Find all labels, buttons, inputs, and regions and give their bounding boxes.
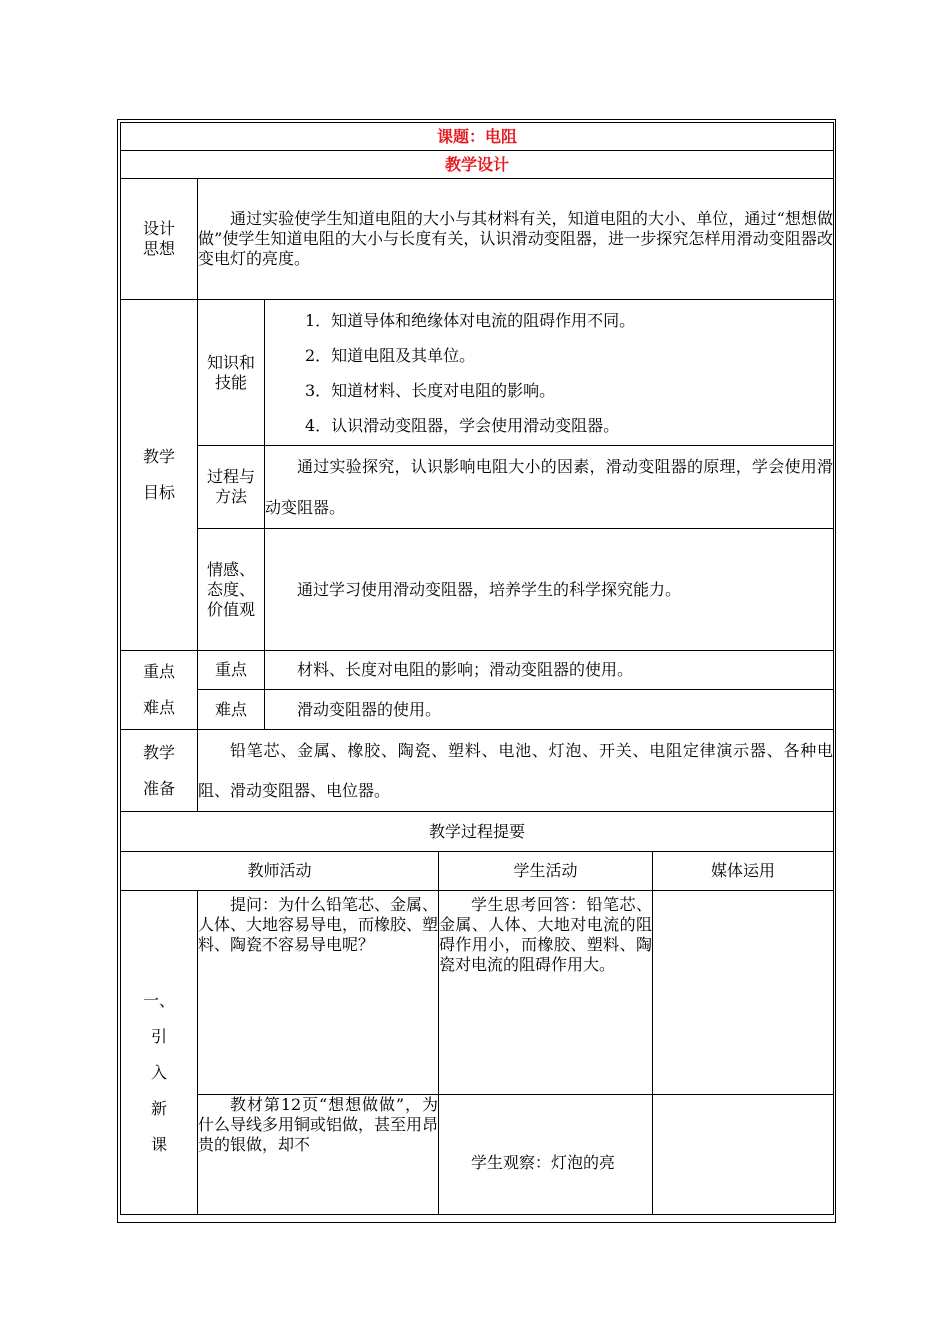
list-item: 1．知道导体和绝缘体对电流的阻碍作用不同。 <box>305 310 636 330</box>
teacher-activity-textbook: 教材第12页“想想做做”，为什么导线多用铜或铝做，甚至用昂贵的银做，却不 <box>198 1095 439 1215</box>
difficulty-text: 滑动变阻器的使用。 <box>265 690 834 730</box>
process-outline-heading: 教学过程提要 <box>121 812 834 852</box>
difficulty-label: 难点 <box>198 690 265 730</box>
design-idea-label: 设计 思想 <box>121 179 198 300</box>
process-method-text: 通过实验探究，认识影响电阻大小的因素，滑动变阻器的原理，学会使用滑动变阻器。 <box>265 446 834 529</box>
page-subtitle: 教学设计 <box>121 151 834 179</box>
teacher-activity-header: 教师活动 <box>121 852 439 891</box>
page-title: 课题：电阻 <box>121 123 834 151</box>
preparation-label: 教学 准备 <box>121 730 198 812</box>
knowledge-skills-list <box>265 300 834 446</box>
focus-text: 材料、长度对电阻的影响；滑动变阻器的使用。 <box>265 651 834 690</box>
key-difficult-label: 重点 难点 <box>121 651 198 730</box>
lesson-plan-table <box>120 122 834 1215</box>
section-intro-label: 一、 引 入 新 课 <box>121 891 198 1215</box>
design-idea-text: 通过实验使学生知道电阻的大小与其材料有关，知道电阻的大小、单位，通过“想想做做”使学生知道电阻的大小与长度有关，认识滑动变阻器，进一步探究怎样用滑动变阻器改变电灯的亮度。 <box>198 179 834 300</box>
list-item: 2．知道电阻及其单位。 <box>305 345 476 365</box>
emotion-attitude-label: 情感、 态度、 价值观 <box>198 529 265 651</box>
media-cell <box>653 891 834 1095</box>
media-usage-header: 媒体运用 <box>653 852 834 891</box>
process-method-label: 过程与 方法 <box>198 446 265 529</box>
preparation-text: 铅笔芯、金属、橡胶、陶瓷、塑料、电池、灯泡、开关、电阻定律演示器、各种电阻、滑动变阻器、电位器。 <box>198 730 834 812</box>
teaching-goals-label: 教学 目标 <box>121 300 198 651</box>
emotion-attitude-text: 通过学习使用滑动变阻器，培养学生的科学探究能力。 <box>265 529 834 651</box>
student-activity-observe: 学生观察：灯泡的亮 <box>439 1095 653 1215</box>
student-activity-header: 学生活动 <box>439 852 653 891</box>
teacher-activity-question: 提问：为什么铅笔芯、金属、人体、大地容易导电，而橡胶、塑料、陶瓷不容易导电呢？ <box>198 891 439 1095</box>
student-activity-answer: 学生思考回答：铅笔芯、金属、人体、大地对电流的阻碍作用小，而橡胶、塑料、陶瓷对电流的阻碍作用大。 <box>439 891 653 1095</box>
focus-label: 重点 <box>198 651 265 690</box>
media-cell <box>653 1095 834 1215</box>
list-item: 4．认识滑动变阻器，学会使用滑动变阻器。 <box>305 415 620 435</box>
list-item: 3．知道材料、长度对电阻的影响。 <box>305 380 556 400</box>
knowledge-skills-label: 知识和 技能 <box>198 300 265 446</box>
